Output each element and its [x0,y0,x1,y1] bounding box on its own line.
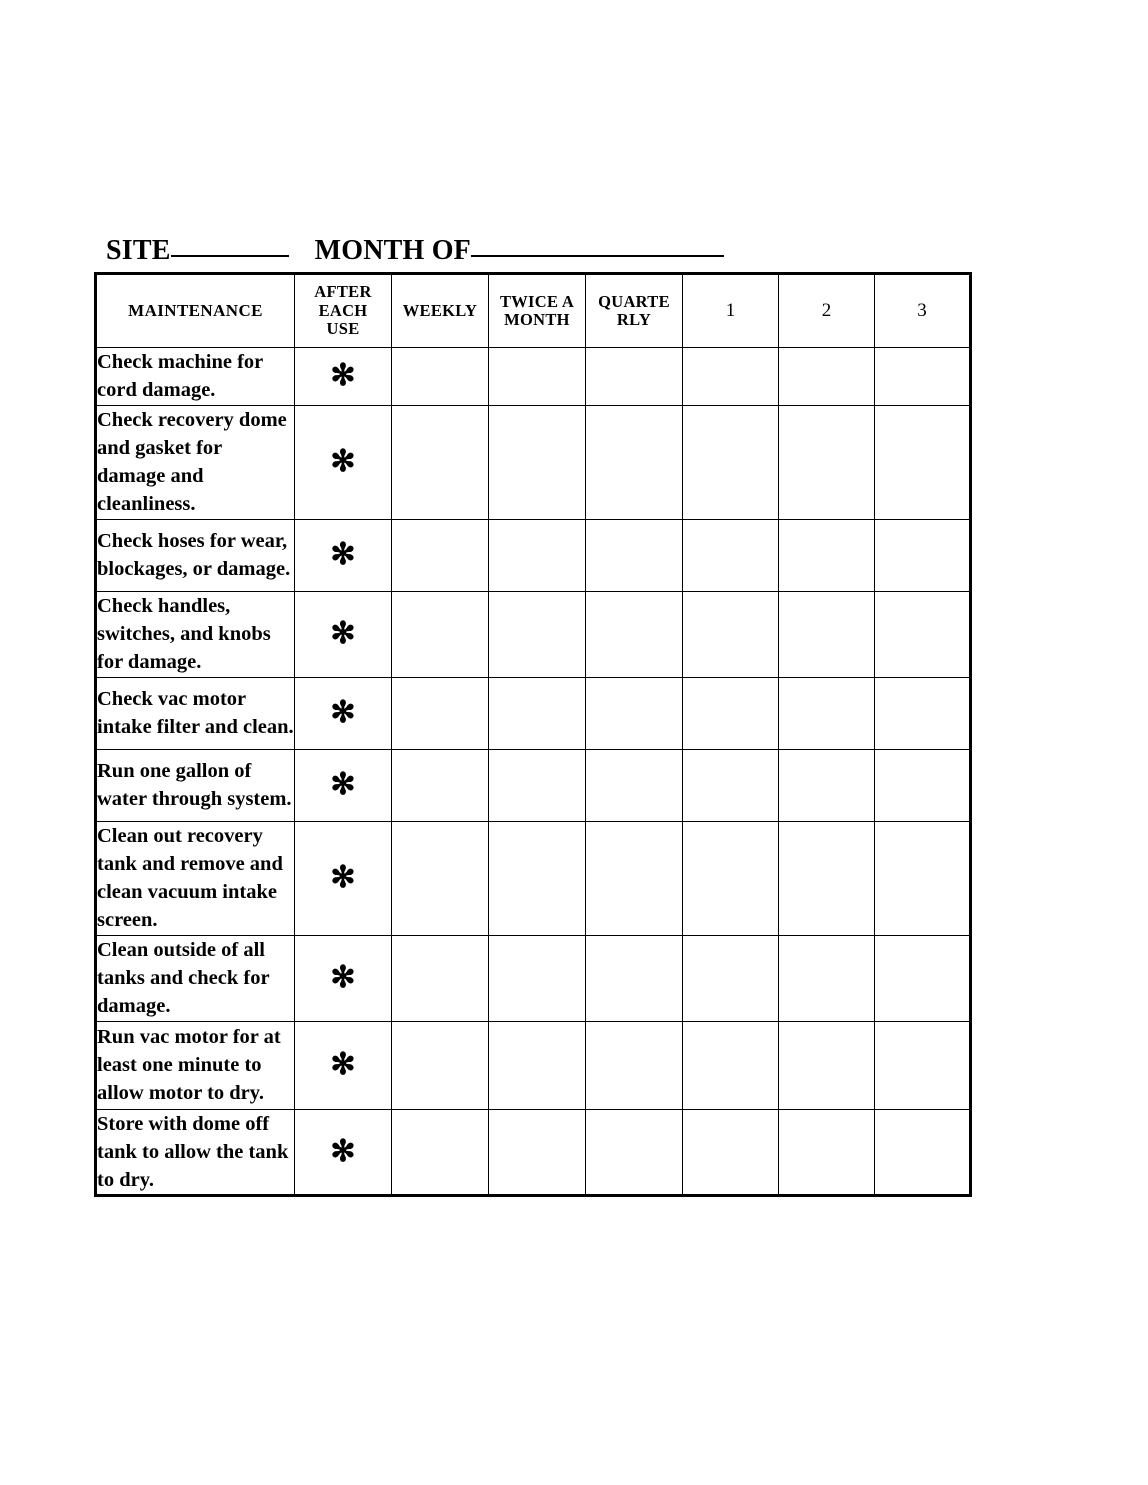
table-row [96,348,971,406]
month-blank-field[interactable] [471,233,724,257]
checkbox-cell-weekly[interactable] [392,591,489,677]
checkbox-cell-quarterly[interactable] [586,935,683,1021]
column-header-quarterly-line-2: RLY [616,310,652,329]
checkbox-cell-quarterly[interactable] [586,821,683,935]
column-header-week-2-label: 2 [821,300,832,322]
signoff-cell-week-1[interactable] [683,591,779,677]
column-header-week-3-label: 3 [917,300,927,322]
checkbox-cell-quarterly[interactable] [586,1109,683,1196]
signoff-cell-week-2[interactable] [779,821,875,935]
checkbox-cell-twice-a-month[interactable] [489,519,586,591]
column-header-week-1 [683,274,779,348]
checkbox-cell-twice-a-month[interactable] [489,821,586,935]
checkbox-cell-twice-a-month[interactable] [489,677,586,749]
asterisk-icon: ✻ [330,861,356,895]
signoff-cell-week-3[interactable] [875,749,971,821]
task-description-cell: Check vac motor intake filter and clean. [96,677,295,749]
signoff-cell-week-3[interactable] [875,821,971,935]
site-label: SITE [106,235,171,266]
task-description-cell: Run vac motor for at least one minute to allow motor to dry. [96,1021,295,1109]
column-header-week-1-label: 1 [725,300,736,322]
checkbox-cell-weekly[interactable] [392,348,489,406]
frequency-mark-cell-after-each-use[interactable] [295,821,392,935]
checkbox-cell-twice-a-month[interactable] [489,1109,586,1196]
table-header [96,274,971,348]
frequency-mark-cell-after-each-use[interactable] [295,749,392,821]
maintenance-schedule-table [94,272,972,1197]
task-description-cell: Check hoses for wear, blockages, or damage. [96,519,295,591]
frequency-mark-cell-after-each-use[interactable] [295,591,392,677]
signoff-cell-week-3[interactable] [875,519,971,591]
signoff-cell-week-1[interactable] [683,935,779,1021]
asterisk-icon: ✻ [330,538,356,572]
asterisk-icon: ✻ [330,768,356,802]
checkbox-cell-twice-a-month[interactable] [489,591,586,677]
frequency-mark-cell-after-each-use[interactable] [295,677,392,749]
signoff-cell-week-1[interactable] [683,405,779,519]
checkbox-cell-twice-a-month[interactable] [489,1021,586,1109]
signoff-cell-week-3[interactable] [875,591,971,677]
asterisk-icon: ✻ [330,359,356,393]
frequency-mark-cell-after-each-use[interactable] [295,1109,392,1196]
column-header-maintenance [96,274,295,348]
column-header-weekly [392,274,489,348]
checkbox-cell-weekly[interactable] [392,935,489,1021]
column-header-twice-a-month [489,274,586,348]
column-header-twice-a-month-line-2: MONTH [504,310,570,329]
signoff-cell-week-1[interactable] [683,1021,779,1109]
asterisk-icon: ✻ [330,1048,356,1081]
table-row [96,1021,971,1109]
signoff-cell-week-1[interactable] [683,348,779,406]
asterisk-icon: ✻ [330,696,356,730]
checkbox-cell-weekly[interactable] [392,405,489,519]
checkbox-cell-twice-a-month[interactable] [489,348,586,406]
checkbox-cell-quarterly[interactable] [586,749,683,821]
frequency-mark-cell-after-each-use[interactable] [295,405,392,519]
checkbox-cell-quarterly[interactable] [586,519,683,591]
column-header-after-each-use-line-1: AFTER [314,282,372,302]
signoff-cell-week-1[interactable] [683,821,779,935]
column-header-week-2 [779,274,875,348]
checkbox-cell-weekly[interactable] [392,749,489,821]
table-header-row [96,274,971,348]
task-description-cell: Check machine for cord damage. [96,348,295,406]
table-row [96,821,971,935]
site-blank-field[interactable] [171,233,289,257]
column-header-after-each-use-line-3: USE [326,319,360,339]
signoff-cell-week-1[interactable] [683,749,779,821]
signoff-cell-week-2[interactable] [779,405,875,519]
signoff-cell-week-3[interactable] [875,1021,971,1109]
checkbox-cell-twice-a-month[interactable] [489,935,586,1021]
signoff-cell-week-2[interactable] [779,1109,875,1196]
signoff-cell-week-2[interactable] [779,1021,875,1109]
asterisk-icon: ✻ [330,617,356,651]
table-row [96,677,971,749]
signoff-cell-week-3[interactable] [875,405,971,519]
column-header-after-each-use-line-2: EACH [318,300,368,320]
checkbox-cell-twice-a-month[interactable] [489,405,586,519]
table-row [96,749,971,821]
checkbox-cell-weekly[interactable] [392,1109,489,1196]
checkbox-cell-quarterly[interactable] [586,677,683,749]
task-description-cell: Run one gallon of water through system. [96,749,295,821]
checkbox-cell-weekly[interactable] [392,519,489,591]
task-description-cell: Store with dome off tank to allow the tank to dry. [96,1109,295,1196]
table-row [96,591,971,677]
checkbox-cell-quarterly[interactable] [586,405,683,519]
checkbox-cell-weekly[interactable] [392,1021,489,1109]
frequency-mark-cell-after-each-use[interactable] [295,1021,392,1109]
signoff-cell-week-2[interactable] [779,749,875,821]
column-header-maintenance-label: MAINTENANCE [128,301,263,321]
signoff-cell-week-3[interactable] [875,677,971,749]
column-header-week-3 [875,274,971,348]
task-description-cell: Clean outside of all tanks and check for damage. [96,935,295,1021]
frequency-mark-cell-after-each-use[interactable] [295,519,392,591]
table-row [96,405,971,519]
signoff-cell-week-2[interactable] [779,348,875,406]
signoff-cell-week-1[interactable] [683,519,779,591]
frequency-mark-cell-after-each-use[interactable] [295,348,392,406]
signoff-cell-week-1[interactable] [683,677,779,749]
column-header-quarterly-line-1: QUARTE [598,291,670,311]
frequency-mark-cell-after-each-use[interactable] [295,935,392,1021]
column-header-quarterly [586,274,683,348]
signoff-cell-week-3[interactable] [875,348,971,406]
asterisk-icon: ✻ [330,961,356,995]
checkbox-cell-twice-a-month[interactable] [489,749,586,821]
signoff-cell-week-2[interactable] [779,519,875,591]
task-description-cell: Check recovery dome and gasket for damage and cleanliness. [96,405,295,519]
signoff-cell-week-3[interactable] [875,1109,971,1196]
table-row [96,519,971,591]
month-of-label: MONTH OF [314,235,471,266]
signoff-cell-week-3[interactable] [875,935,971,1021]
signoff-cell-week-2[interactable] [779,935,875,1021]
signoff-cell-week-2[interactable] [779,677,875,749]
checkbox-cell-weekly[interactable] [392,677,489,749]
column-header-weekly-label: WEEKLY [402,300,478,320]
table-row [96,935,971,1021]
table-body [96,348,971,1196]
signoff-cell-week-1[interactable] [683,1109,779,1196]
signoff-cell-week-2[interactable] [779,591,875,677]
checkbox-cell-weekly[interactable] [392,821,489,935]
column-header-after-each-use [295,274,392,348]
checkbox-cell-quarterly[interactable] [586,591,683,677]
task-description-cell: Check handles, switches, and knobs for damage. [96,591,295,677]
table-row [96,1109,971,1196]
task-description-cell: Clean out recovery tank and remove and clean vacuum intake screen. [96,821,295,935]
form-header-line [106,233,1006,269]
checkbox-cell-quarterly[interactable] [586,348,683,406]
column-header-twice-a-month-line-1: TWICE A [499,291,575,311]
checkbox-cell-quarterly[interactable] [586,1021,683,1109]
asterisk-icon: ✻ [330,1134,356,1168]
asterisk-icon: ✻ [330,445,356,479]
